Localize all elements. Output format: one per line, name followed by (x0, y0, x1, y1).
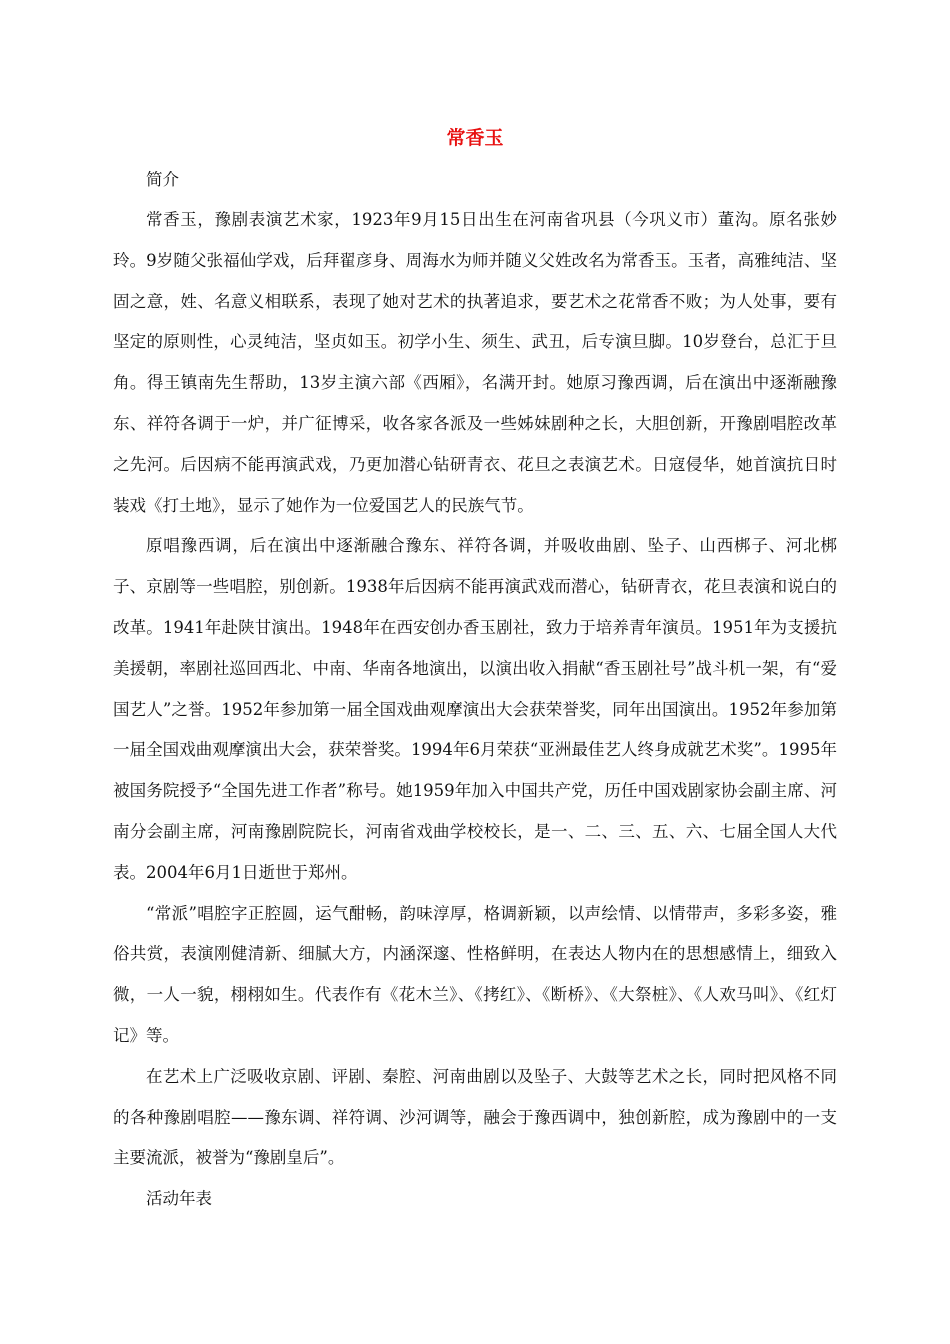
section-label-intro: 简介 (146, 170, 179, 189)
section-label-chronology: 活动年表 (146, 1189, 212, 1209)
paragraph-style: “常派”唱腔字正腔圆，运气酣畅，韵味淳厚，格调新颖，以声绘情、以情带声，多彩多姿，雅俗共赏，表演刚健清新、细腻大方，内涵深邃、性格鲜明，在表达人物内在的思想感情上，细致入微，一人一貌，栩栩如生。代表作有《花木兰》、《拷红》、《断桥》、《大祭桩》、《人欢马叫》、《红灯记》等。 (113, 903, 837, 1045)
page-title: 常香玉 (446, 127, 504, 149)
document-body (113, 118, 837, 1219)
paragraph-biography: 常香玉，豫剧表演艺术家，1923年9月15日出生在河南省巩县（今巩义市）董沟。原名张妙玲。9岁随父张福仙学戏，后拜翟彦身、周海水为师并随义父姓改名为常香玉。玉者，高雅纯洁、坚固之意，姓、名意义相联系，表现了她对艺术的执著追求，要艺术之花常香不败；为人处事，要有坚定的原则性，心灵纯洁，坚贞如玉。初学小生、须生、武丑，后专演旦脚。10岁登台，总汇于旦角。得王镇南先生帮助，13岁主演六部《西厢》，名满开封。她原习豫西调，后在演出中逐渐融豫东、祥符各调于一炉，并广征博采，收各家各派及一些姊妹剧种之长，大胆创新，开豫剧唱腔改革之先河。后因病不能再演武戏，乃更加潜心钻研青衣、花旦之表演艺术。日寇侵华，她首演抗日时装戏《打土地》，显示了她作为一位爱国艺人的民族气节。 (113, 210, 837, 515)
paragraph-artistry: 在艺术上广泛吸收京剧、评剧、秦腔、河南曲剧以及坠子、大鼓等艺术之长，同时把风格不同的各种豫剧唱腔——豫东调、祥符调、沙河调等，融会于豫西调中，独创新腔，成为豫剧中的一支主要流派，被誉为“豫剧皇后”。 (113, 1066, 837, 1168)
paragraph-career: 原唱豫西调，后在演出中逐渐融合豫东、祥符各调，并吸收曲剧、坠子、山西梆子、河北梆子、京剧等一些唱腔，别创新。1938年后因病不能再演武戏而潜心，钻研青衣，花旦表演和说白的改革。1941年赴陕甘演出。1948年在西安创办香玉剧社，致力于培养青年演员。1951年为支援抗美援朝，率剧社巡回西北、中南、华南各地演出，以演出收入捐献“香玉剧社号”战斗机一架，有“爱国艺人”之誉。1952年参加第一届全国戏曲观摩演出大会获荣誉奖，同年出国演出。1952年参加第一届全国戏曲观摩演出大会，获荣誉奖。1994年6月荣获“亚洲最佳艺人终身成就艺术奖”。1995年被国务院授予“全国先进工作者”称号。她1959年加入中国共产党，历任中国戏剧家协会副主席、河南分会副主席，河南豫剧院院长，河南省戏曲学校校长，是一、二、三、五、六、七届全国人大代表。2004年6月1日逝世于郑州。 (113, 536, 837, 882)
